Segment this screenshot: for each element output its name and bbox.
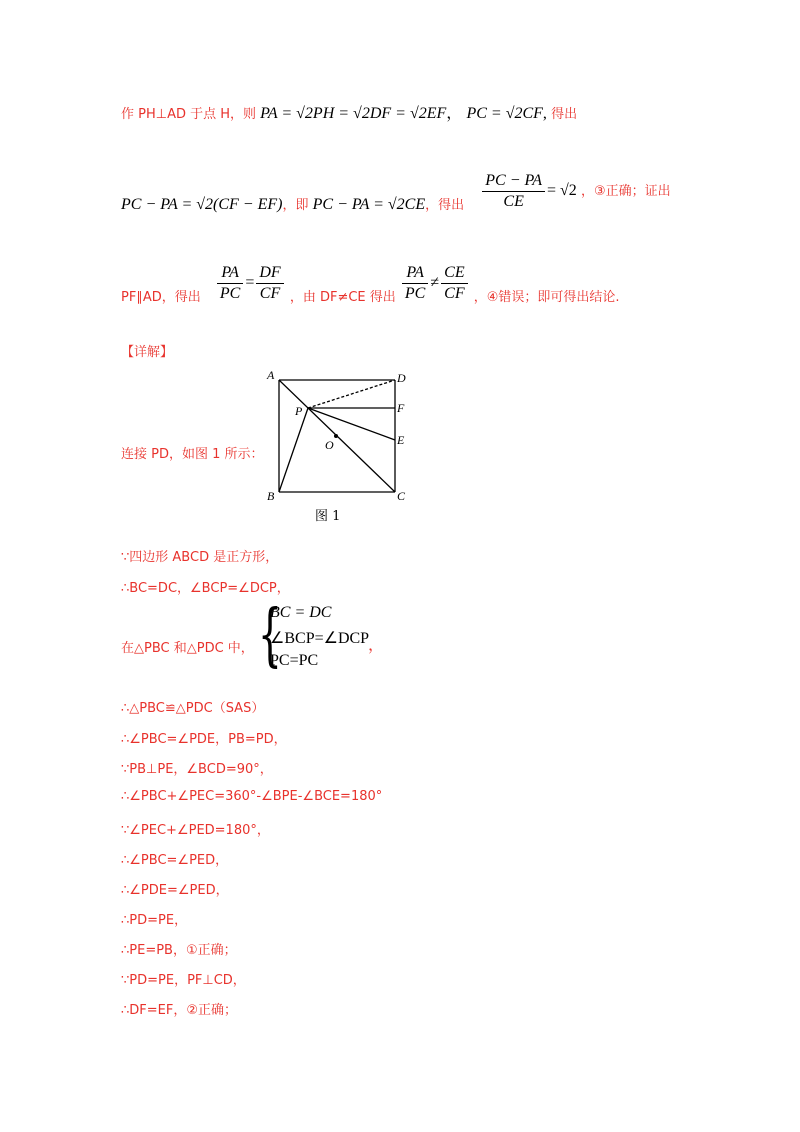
proof-line-7: ∴∠PBC+∠PEC=360°-∠BPE-∠BCE=180° (121, 789, 383, 804)
line2-text2: ，得出 (425, 198, 465, 213)
label-e: E (397, 433, 405, 447)
label-a: A (267, 368, 275, 382)
left-brace: { (258, 596, 282, 675)
geometry-figure (262, 367, 422, 522)
formula-line-1: 作 PH⊥AD 于点 H，则 PA = √2PH = √2DF = √2EF， PC = √2CF, 得出 (121, 105, 578, 122)
proof-line-6: ∵PB⊥PE，∠BCD=90°， (121, 762, 273, 777)
system-row-2: ∠BCP=∠DCP (270, 630, 370, 647)
label-c: C (397, 489, 406, 503)
line3-prefix: PF∥AD，得出 (121, 290, 201, 305)
formula-line-3: PF∥AD，得出 $\frac{PA}{PC}$ = $\frac{DF}{CF}$ ，由 DF≠CE 得出 $\frac{PA}{PC}$ ≠ $\frac{CE}{CF}$ ，④错误；即可得出结论. (121, 264, 620, 305)
segment-pb (279, 408, 308, 492)
label-p: P (295, 404, 303, 418)
line1-formula: PA = √2PH = √2DF = √2EF (260, 105, 447, 122)
proof-line-13: ∵PD=PE，PF⊥CD， (121, 973, 246, 988)
line2-frac-num: PC − PA (482, 172, 545, 192)
line3-frac2: $\frac{DF}{CF}$ (256, 264, 283, 303)
proof-line-3: 在△PBC 和△PDC 中， (121, 641, 254, 656)
line1-suffix: 得出 (551, 107, 578, 122)
point-o (334, 434, 338, 438)
detail-heading: 【详解】 (121, 345, 174, 360)
label-b: B (267, 489, 275, 503)
proof-line-8: ∵∠PEC+∠PED=180°， (121, 823, 270, 838)
line2-frac-den: CE (503, 193, 524, 210)
proof-line-1: ∵四边形 ABCD 是正方形， (121, 550, 279, 565)
proof-line-12: ∴PE=PB，①正确； (121, 943, 237, 958)
line2-suffix: ，③正确；证出 (580, 184, 671, 199)
label-f: F (397, 401, 405, 415)
label-o: O (325, 438, 334, 452)
segment-pd-dashed (308, 380, 395, 408)
line2-frac-rhs: = √2 (546, 182, 577, 199)
system-row-3: PC=PC (270, 652, 319, 669)
label-d: D (397, 371, 406, 385)
proof-line-9: ∴∠PBC=∠PED， (121, 853, 229, 868)
line3-frac4: $\frac{CE}{CF}$ (441, 264, 467, 303)
proof-line-10: ∴∠PDE=∠PED， (121, 883, 229, 898)
line3-frac1: $\frac{PA}{PC}$ (217, 264, 243, 303)
proof-line-2: ∴BC=DC，∠BCP=∠DCP， (121, 581, 290, 596)
proof-line-4: ∴△PBC≌△PDC（SAS） (121, 701, 265, 716)
line3-text1: ，由 DF≠CE 得出 (289, 290, 396, 305)
line1-prefix: 作 PH⊥AD 于点 H，则 (121, 107, 257, 122)
formula-line-2 (121, 172, 671, 211)
proof-line-14: ∴DF=EF，②正确； (121, 1003, 237, 1018)
line2-fraction (482, 172, 545, 211)
line3-suffix: ，④错误；即可得出结论. (473, 290, 620, 305)
line1-sep: ， (446, 105, 463, 122)
line2-formula2: PC − PA = √2CE (312, 196, 426, 213)
proof-line-5: ∴∠PBC=∠PDE，PB=PD， (121, 732, 287, 747)
line1-formula2: PC = √2CF (466, 105, 543, 122)
connect-text: 连接 PD，如图 1 所示： (121, 447, 264, 462)
line2-formula: PC − PA = √2(CF − EF) (121, 196, 283, 213)
line2-text1: ，即 (282, 198, 309, 213)
segment-pe (308, 408, 395, 440)
figure-caption: 图 1 (315, 509, 341, 524)
proof-line-11: ∴PD=PE， (121, 913, 188, 928)
system-row-1: BC = DC (270, 604, 332, 621)
line3-frac3: $\frac{PA}{PC}$ (402, 264, 428, 303)
system-after: ， (368, 637, 385, 654)
